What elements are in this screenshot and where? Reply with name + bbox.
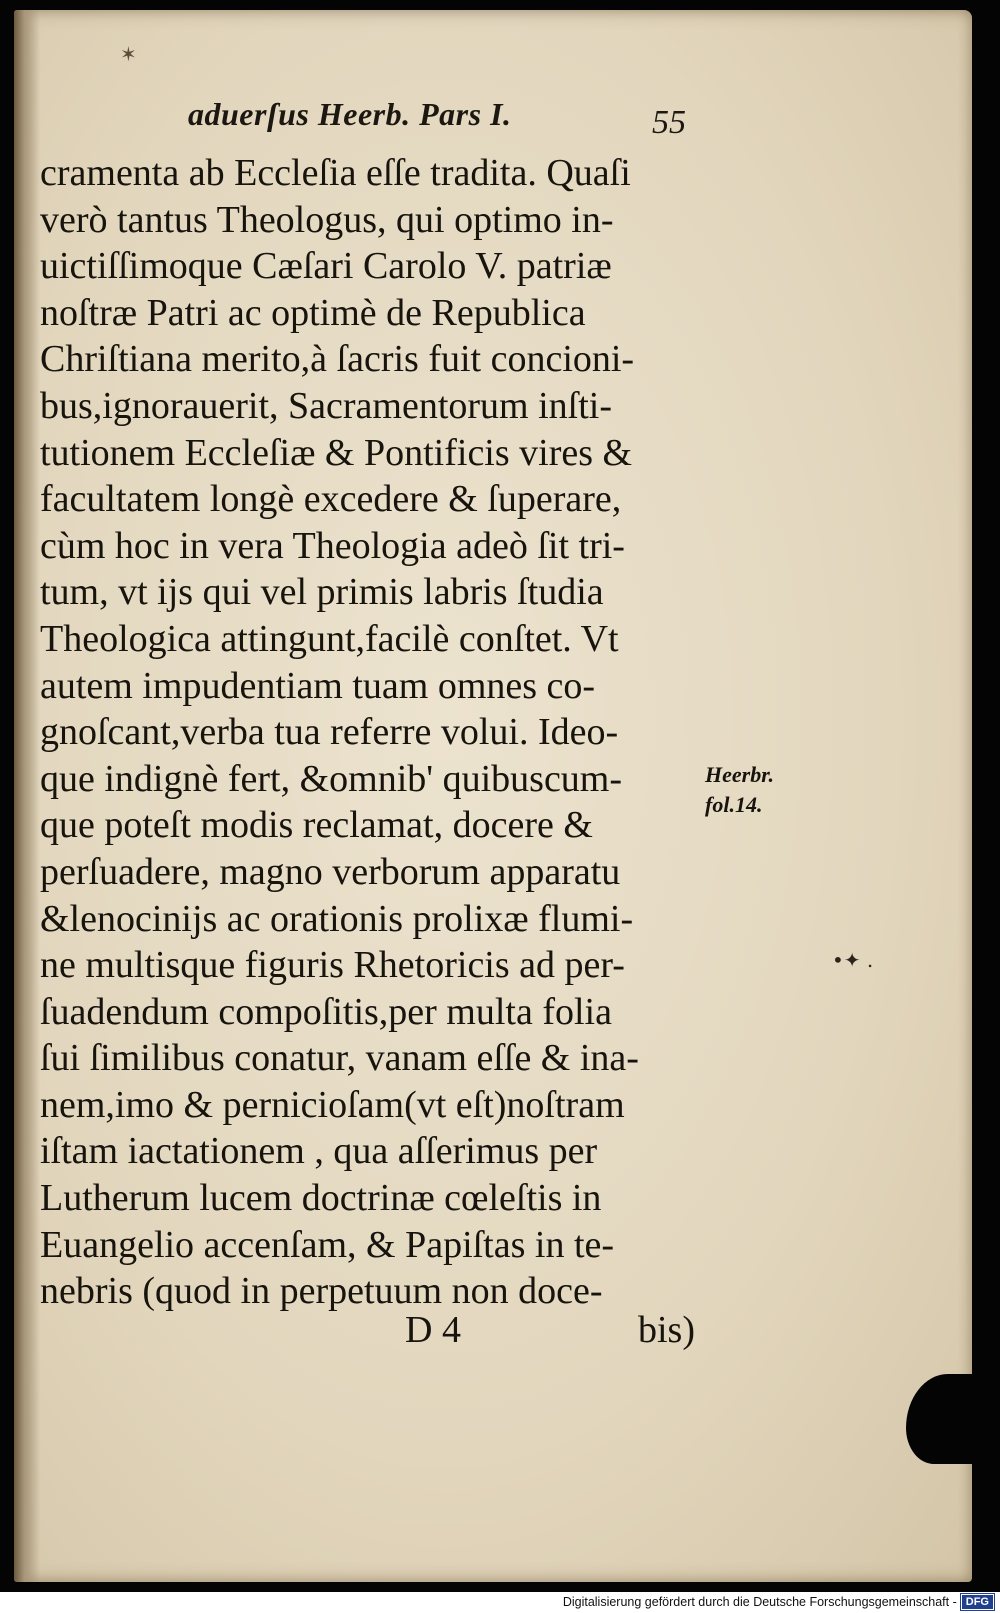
text-line: Lutherum lucem doctrinæ cœleſtis in	[40, 1177, 602, 1220]
text-line: tum, vt ijs qui vel primis labris ſtudia	[40, 571, 604, 614]
footer-credit-text: Digitalisierung gefördert durch die Deutsche Forschungsgemeinschaft -	[562, 1595, 957, 1609]
text-line: tutionem Eccleſiæ & Pontificis vires &	[40, 431, 633, 474]
marginal-note	[705, 760, 774, 820]
text-line: que poteſt modis reclamat, docere &	[40, 804, 593, 847]
text-line: noſtræ Patri ac optimè de Republica	[40, 291, 586, 334]
running-head: aduerſus Heerb. Pars I.	[188, 96, 512, 132]
text-line: perſuadere, magno verborum apparatu	[40, 850, 621, 893]
text-line: &lenocinijs ac orationis prolixæ flumi-	[40, 897, 634, 940]
ink-blot-mark: •✦ .	[832, 948, 874, 972]
text-line: cramenta ab Eccleſia eſſe tradita. Quaſi	[40, 152, 631, 194]
text-line: cùm hoc in vera Theologia adeò ſit tri-	[40, 524, 625, 567]
text-line: Theologica attingunt,facilè conſtet. Vt	[40, 617, 619, 660]
marginal-note-line: fol.14.	[705, 792, 763, 817]
text-line: nebris (quod in perpetuum non doce-	[40, 1270, 603, 1313]
dfg-logo[interactable]: DFG	[961, 1594, 994, 1610]
page-gutter	[14, 10, 40, 1582]
text-line: bus,ignorauerit, Sacramentorum inſti-	[40, 384, 612, 427]
signature-mark: D 4	[405, 1309, 461, 1351]
text-line: ſui ſimilibus conatur, vanam eſſe & ina-	[40, 1037, 639, 1080]
footer-bar	[0, 1592, 1000, 1613]
torn-corner	[906, 1374, 976, 1464]
text-line: Euangelio accenſam, & Papiſtas in te-	[40, 1223, 615, 1266]
text-line: ne multisque figuris Rhetoricis ad per-	[40, 944, 625, 987]
catchword-line	[405, 1308, 695, 1354]
footer-credit	[563, 1594, 994, 1610]
text-line: facultatem longè excedere & ſuperare,	[40, 478, 622, 521]
text-line: iſtam iactationem , qua aſſerimus per	[40, 1130, 598, 1173]
marginal-note-line: Heerbr.	[705, 762, 775, 787]
text-line: verò tantus Theologus, qui optimo in-	[40, 198, 614, 241]
page-number: 55	[652, 104, 686, 141]
text-line: nem,imo & pernicioſam(vt eſt)noſtram	[40, 1083, 625, 1126]
text-line: uictiſſimoque Cæſari Carolo V. patriæ	[40, 245, 612, 288]
text-line: gnoſcant,verba tua referre volui. Ideo-	[40, 711, 619, 754]
text-line: que indignè fert, &omnib' quibuscum-	[40, 757, 623, 800]
body-text	[40, 150, 700, 1315]
text-line: autem impudentiam tuam omnes co-	[40, 664, 596, 707]
catchword: bis)	[638, 1309, 695, 1351]
text-line: ſuadendum compoſitis,per multa folia	[40, 990, 612, 1033]
stray-mark: ✶	[120, 42, 137, 66]
text-line: Chriſtiana merito,à ſacris fuit concioni-	[40, 338, 635, 381]
